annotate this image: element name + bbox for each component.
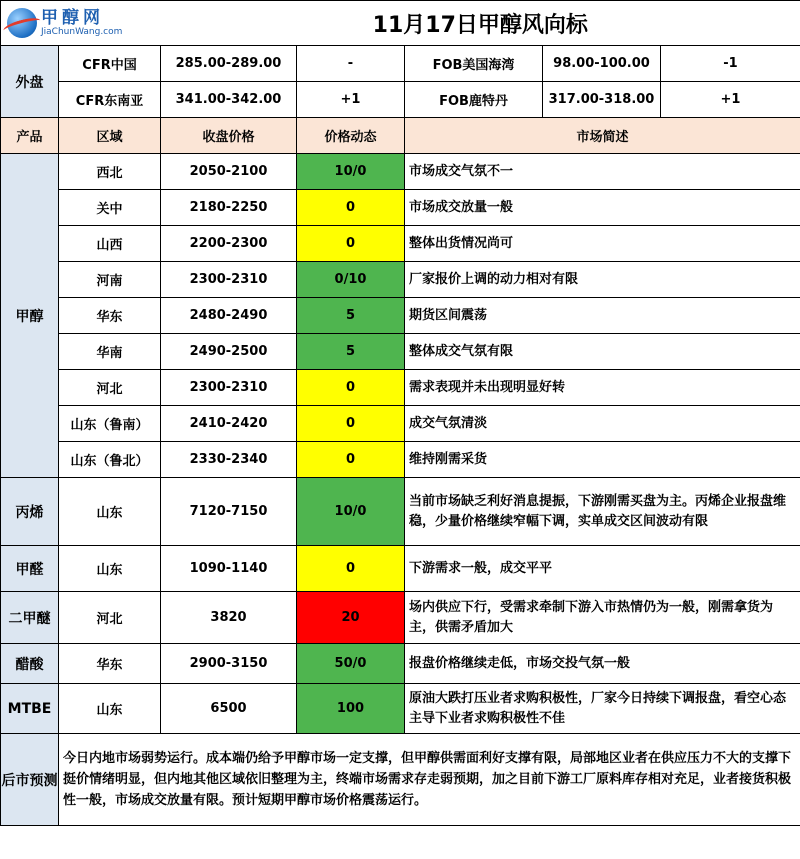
price-dynamic: 0 (297, 546, 405, 592)
outer-market-row (1, 46, 800, 82)
forecast-row (1, 734, 800, 826)
outer-b-name: FOB鹿特丹 (405, 82, 543, 118)
market-summary: 当前市场缺乏利好消息提振，下游刚需买盘为主。丙烯企业报盘维稳，少量价格继续窄幅下调，实单成交区间波动有限 (405, 478, 800, 546)
forecast-text: 今日内地市场弱势运行。成本端仍给予甲醇市场一定支撑，但甲醇供需面利好支撑有限，局部地区业者在供应压力不大的支撑下挺价情绪明显，但内地其他区域依旧整理为主，终端市场需求存走弱预期，加之目前下游工厂原料库存相对充足，业者接货积极性一般，市场成交放量有限。预计短期甲醇市场价格震荡运行。 (59, 734, 800, 826)
region: 山东（鲁北） (59, 442, 161, 478)
region: 山西 (59, 226, 161, 262)
header-product: 产品 (1, 118, 59, 154)
market-summary: 期货区间震荡 (405, 298, 800, 334)
header-row (1, 118, 800, 154)
header-summary: 市场简述 (405, 118, 800, 154)
logo (1, 1, 161, 46)
market-summary: 市场成交气氛不一 (405, 154, 800, 190)
region: 华南 (59, 334, 161, 370)
market-summary: 整体出货情况尚可 (405, 226, 800, 262)
outer-b-price: 317.00-318.00 (543, 82, 661, 118)
close-price: 2300-2310 (161, 370, 297, 406)
close-price: 2200-2300 (161, 226, 297, 262)
price-dynamic: 5 (297, 298, 405, 334)
methanol-row (1, 154, 800, 190)
price-dynamic: 0 (297, 442, 405, 478)
region: 山东 (59, 546, 161, 592)
region: 河北 (59, 370, 161, 406)
close-price: 2180-2250 (161, 190, 297, 226)
market-summary: 下游需求一般，成交平平 (405, 546, 800, 592)
market-summary: 整体成交气氛有限 (405, 334, 800, 370)
close-price: 2050-2100 (161, 154, 297, 190)
region: 河北 (59, 592, 161, 644)
region: 华东 (59, 298, 161, 334)
market-summary: 市场成交放量一般 (405, 190, 800, 226)
product-row (1, 644, 800, 684)
outer-b-change: +1 (661, 82, 800, 118)
product-name: MTBE (1, 684, 59, 734)
market-summary: 需求表现并未出现明显好转 (405, 370, 800, 406)
price-dynamic: 100 (297, 684, 405, 734)
market-summary: 场内供应下行，受需求牵制下游入市热情仍为一般，刚需拿货为主，供需矛盾加大 (405, 592, 800, 644)
region: 河南 (59, 262, 161, 298)
close-price: 2900-3150 (161, 644, 297, 684)
product-name: 丙烯 (1, 478, 59, 546)
market-summary: 报盘价格继续走低，市场交投气氛一般 (405, 644, 800, 684)
close-price: 2490-2500 (161, 334, 297, 370)
outer-a-price: 341.00-342.00 (161, 82, 297, 118)
outer-b-change: -1 (661, 46, 800, 82)
methanol-row (1, 190, 800, 226)
logo-en: JiaChunWang.com (41, 27, 123, 37)
outer-market-row (1, 82, 800, 118)
outer-a-name: CFR东南亚 (59, 82, 161, 118)
methanol-row (1, 442, 800, 478)
header-dynamic: 价格动态 (297, 118, 405, 154)
price-dynamic: 0 (297, 226, 405, 262)
product-name: 甲醛 (1, 546, 59, 592)
region: 关中 (59, 190, 161, 226)
outer-b-price: 98.00-100.00 (543, 46, 661, 82)
close-price: 3820 (161, 592, 297, 644)
product-row (1, 684, 800, 734)
price-dynamic: 0 (297, 370, 405, 406)
header-close: 收盘价格 (161, 118, 297, 154)
methanol-row (1, 334, 800, 370)
methanol-row (1, 298, 800, 334)
product-name: 醋酸 (1, 644, 59, 684)
price-dynamic: 0 (297, 406, 405, 442)
region: 山东 (59, 478, 161, 546)
price-dynamic: 0 (297, 190, 405, 226)
close-price: 2480-2490 (161, 298, 297, 334)
close-price: 1090-1140 (161, 546, 297, 592)
outer-a-change: +1 (297, 82, 405, 118)
product-row (1, 478, 800, 546)
region: 山东 (59, 684, 161, 734)
product-name: 二甲醚 (1, 592, 59, 644)
methanol-row (1, 406, 800, 442)
outer-market-label: 外盘 (1, 46, 59, 118)
logo-cn: 甲醇网 (41, 8, 104, 28)
price-dynamic: 10/0 (297, 478, 405, 546)
product-row (1, 592, 800, 644)
close-price: 2410-2420 (161, 406, 297, 442)
outer-a-change: - (297, 46, 405, 82)
header-region: 区域 (59, 118, 161, 154)
methanol-row (1, 370, 800, 406)
outer-a-name: CFR中国 (59, 46, 161, 82)
market-summary: 厂家报价上调的动力相对有限 (405, 262, 800, 298)
product-row (1, 546, 800, 592)
methanol-row (1, 262, 800, 298)
region: 西北 (59, 154, 161, 190)
close-price: 7120-7150 (161, 478, 297, 546)
price-dynamic: 0/10 (297, 262, 405, 298)
region: 山东（鲁南） (59, 406, 161, 442)
page-title: 11月17日甲醇风向标 (161, 1, 800, 46)
price-dynamic: 10/0 (297, 154, 405, 190)
price-dynamic: 20 (297, 592, 405, 644)
title-row (1, 1, 800, 46)
methanol-row (1, 226, 800, 262)
globe-logo-icon (7, 8, 37, 38)
market-summary: 维持刚需采货 (405, 442, 800, 478)
forecast-label: 后市预测 (1, 734, 59, 826)
product-methanol: 甲醇 (1, 154, 59, 478)
close-price: 2330-2340 (161, 442, 297, 478)
outer-a-price: 285.00-289.00 (161, 46, 297, 82)
close-price: 2300-2310 (161, 262, 297, 298)
close-price: 6500 (161, 684, 297, 734)
price-dynamic: 5 (297, 334, 405, 370)
outer-b-name: FOB美国海湾 (405, 46, 543, 82)
market-summary: 成交气氛清淡 (405, 406, 800, 442)
region: 华东 (59, 644, 161, 684)
price-dynamic: 50/0 (297, 644, 405, 684)
market-summary: 原油大跌打压业者求购积极性，厂家今日持续下调报盘，看空心态主导下业者求购积极性不佳 (405, 684, 800, 734)
